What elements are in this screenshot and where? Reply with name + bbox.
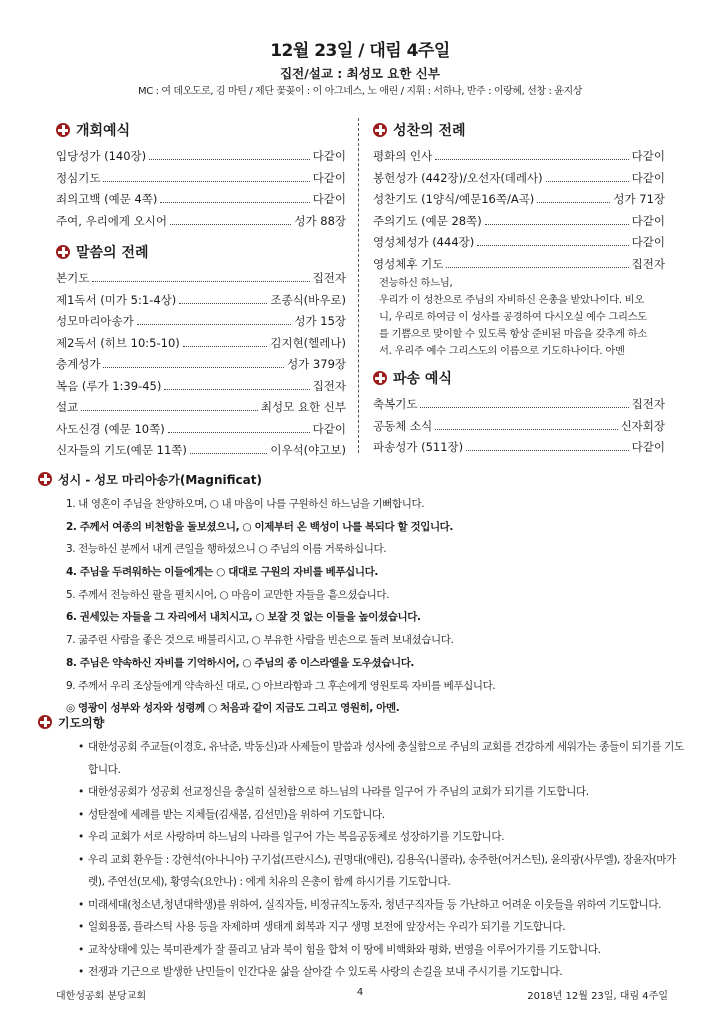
intentions-list [38,736,688,984]
page-title: 12월 23일 / 대림 4주일 [270,41,450,61]
prayer-line: 를 기쁨으로 맞이할 수 있도록 항상 준비된 마음을 갖추게 하소 [379,328,647,340]
intentions-heading-text: 기도의향 [58,715,105,730]
prayer-line: 서. 우리주 예수 그리스도의 이름으로 기도하나이다. 아멘 [379,345,625,357]
magnificat-verse: ◎ 영광이 성부와 성자와 성령께 ○ 처음과 같이 지금도 그리고 영원히, 아멘. [66,702,400,715]
liturgy-row [56,146,346,168]
liturgy-row [56,333,346,355]
dot-leader [537,190,610,203]
intentions-heading [38,710,688,734]
dot-leader [103,355,284,368]
magnificat-heading [38,468,688,490]
word-heading-text: 말씀의 전례 [76,245,149,261]
intention-text: 대한성공회 주교들(이경호, 유낙준, 박동신)과 사제들이 말씀과 성사에 충실함으로 주님의 교회를 건강하게 세워가는 종들이 되기를 기도합니다. [88,741,684,776]
liturgy-item-value: 집전자 [631,397,665,411]
liturgy-row [56,419,346,441]
cross-circle-icon [38,472,52,486]
liturgy-row [373,168,665,190]
intention-item [38,804,688,827]
liturgy-item-label: 성찬기도 (1양식/예문16쪽/A곡) [373,192,535,206]
dot-leader [420,395,628,408]
liturgy-item-value: 성가 71장 [613,192,665,206]
eucharist-list [373,146,665,275]
dot-leader [92,269,309,282]
intention-item [38,849,688,894]
liturgy-row [56,440,346,462]
liturgy-item-label: 설교 [56,400,79,414]
liturgy-item-value: 최성모 요한 신부 [260,400,346,414]
liturgy-item-value: 다같이 [631,440,665,454]
prayer-line: 전능하신 하느님, [379,277,453,289]
magnificat-verse: 8. 주님은 약속하신 자비를 기억하시어, ○ 주님의 종 이스라엘을 도우셨습니다. [66,656,415,669]
liturgy-item-value: 조종식(바우로) [270,292,346,307]
post-communion-prayer [373,275,665,360]
intention-item [38,916,688,939]
intention-text: 교착상태에 있는 북미관계가 잘 풀리고 남과 북이 힘을 합쳐 이 땅에 비핵화와 평화, 번영을 이루어가기를 기도합니다. [88,943,601,956]
intention-text: 전쟁과 기근으로 발생한 난민들이 인간다운 삶을 살아갈 수 있도록 사랑의 손길을 보내 주시기를 기도합니다. [88,966,563,978]
magnificat-heading-text: 성시 - 성모 마리아송가(Magnificat) [58,472,262,487]
dot-leader [103,169,309,182]
liturgy-item-value: 신자회장 [620,418,665,433]
dot-leader [137,312,292,325]
liturgy-item-value: 다같이 [312,421,346,436]
cross-circle-icon [38,715,52,729]
liturgy-item-label: 제2독서 (히브 10:5-10) [56,335,180,350]
intention-text: 대한성공회가 성공회 선교정신을 충실히 실천함으로 하느님의 나라를 일구어 가 주님의 교회가 되기를 기도합니다. [88,786,589,798]
liturgy-item-label: 복음 (루가 1:39-45) [56,378,162,393]
liturgy-row [373,437,665,459]
liturgy-row [373,146,665,168]
dot-leader [446,255,628,268]
cross-circle-icon [56,123,70,137]
liturgy-row [56,290,346,312]
eucharist-section-heading [373,118,665,142]
liturgy-row [373,416,665,438]
intention-item [38,781,688,804]
prayer-line: 우리가 이 성찬으로 주님의 자비하신 은총을 받았나이다. 비오 [379,294,644,306]
dot-leader [435,417,617,430]
column-divider [358,118,359,453]
liturgy-row [56,168,346,190]
liturgy-item-label: 본기도 [56,271,90,285]
liturgy-item-value: 김지현(헬레나) [270,335,346,350]
dismissal-list [373,394,665,459]
magnificat-section [38,468,688,720]
dot-leader [435,147,628,160]
dot-leader [179,291,267,304]
celebrant-line: 집전/설교 : 최성모 요한 신부 [280,66,440,81]
liturgy-row [56,354,346,376]
magnificat-verse: 7. 굶주린 사람을 좋은 것으로 배불리시고, ○ 부유한 사람을 빈손으로 돌려 보내셨습니다. [66,634,454,647]
liturgy-item-label: 층계성가 [56,357,101,371]
liturgy-item-value: 집전자 [312,378,346,393]
liturgy-item-label: 신자들의 기도(예문 11쪽) [56,443,187,457]
staff-line: MC : 여 데오도로, 김 마틴 / 제단 꽃꽂이 : 이 아그네스, 노 애린 / 지휘 : 서하나, 반주 : 이랑혜, 선창 : 윤지상 [138,86,582,97]
liturgy-item-value: 이우석(야고보) [270,443,346,457]
magnificat-verse: 5. 주께서 전능하신 팔을 펼치시어, ○ 마음이 교만한 자들을 흩으셨습니다. [66,588,390,601]
intention-item [38,826,688,849]
liturgy-item-value: 집전자 [631,256,665,271]
liturgy-row [56,397,346,419]
magnificat-verse: 3. 전능하신 분께서 내게 큰일을 행하셨으니 ○ 주님의 이름 거룩하십니다. [66,543,387,556]
footer-page-number: 4 [356,987,364,998]
liturgy-item-label: 공동체 소식 [373,418,433,433]
intention-text: 우리 교회가 서로 사랑하며 하느님의 나라를 일구어 가는 복음공동체로 성장하기를 기도합니다. [88,831,505,843]
dot-leader [170,212,291,225]
magnificat-verse: 9. 주께서 우리 조상들에게 약속하신 대로, ○ 아브라함과 그 후손에게 영원토록 자비를 베푸십니다. [66,679,496,692]
liturgy-row [56,211,346,233]
liturgy-row [56,376,346,398]
liturgy-item-value: 집전자 [312,271,346,285]
liturgy-item-label: 축복기도 [373,397,418,411]
eucharist-heading-text: 성찬의 전례 [393,123,466,139]
liturgy-item-label: 죄의고백 (예문 4쪽) [56,192,158,206]
right-column [373,118,665,459]
intention-item [38,736,688,781]
dot-leader [164,377,309,390]
intention-text: 미래세대(청소년,청년대학생)를 위하여, 실직자들, 비정규직노동자, 청년구직자들 등 가난하고 어려운 이웃들을 위하여 기도합니다. [88,898,662,911]
liturgy-row [373,254,665,276]
liturgy-item-label: 봉헌성가 (442장)/오선자(데레사) [373,170,543,185]
magnificat-verse: 6. 권세있는 자들을 그 자리에서 내치시고, ○ 보잘 것 없는 이들을 높이셨습니다. [66,611,421,624]
liturgy-item-label: 성모마리아송가 [56,314,134,328]
opening-list [56,146,346,232]
magnificat-verse: 2. 주께서 여종의 비천함을 돌보셨으니, ○ 이제부터 온 백성이 나를 복되다 할 것입니다. [66,520,454,533]
dot-leader [190,441,267,454]
cross-circle-icon [56,245,70,259]
dot-leader [81,398,258,411]
prayer-line: 니, 우리로 하여금 이 성사를 공경하여 다시오실 예수 그리스도 [379,311,647,323]
liturgy-item-value: 다같이 [312,192,346,206]
word-section-heading [56,240,346,264]
dismissal-section-heading [373,366,665,390]
liturgy-item-label: 입당성가 (140장) [56,149,147,163]
opening-heading-text: 개회예식 [76,123,131,139]
liturgy-item-value: 다같이 [312,170,346,185]
dot-leader [477,233,628,246]
liturgy-item-value: 다같이 [631,235,665,249]
liturgy-item-value: 성가 379장 [287,357,346,371]
magnificat-verse: 4. 주님을 두려워하는 이들에게는 ○ 대대로 구원의 자비를 베푸십니다. [66,566,378,579]
liturgy-item-label: 영성체후 기도 [373,256,444,271]
liturgy-row [56,268,346,290]
magnificat-verse: 1. 내 영혼이 주님을 찬양하오며, ○ 내 마음이 나를 구원하신 하느님을 기뻐합니다. [66,498,425,510]
intention-text: 성탄절에 세례를 받는 지체들(김새봄, 김선민)을 위하여 기도합니다. [88,808,385,821]
liturgy-row [373,394,665,416]
intentions-section [38,710,688,984]
intention-text: 우리 교회 환우들 : 강현석(아나니아) 구기섭(프란시스), 권명대(애린), 김용옥(니콜라), 송주한(어거스틴), 윤의광(사무엘), 장윤자(마가렛), 주연선(모세), 황영숙(요안나) : 에게 치유의 은총이 함께 하시기를 기도합니다. [88,853,676,888]
footer-church: 대한성공회 분당교회 [56,991,147,1002]
liturgy-item-label: 정심기도 [56,170,101,185]
left-column [56,118,346,462]
intention-item [38,939,688,962]
liturgy-row [373,211,665,233]
liturgy-item-label: 제1독서 (미가 5:1-4상) [56,292,177,307]
liturgy-row [56,189,346,211]
liturgy-item-value: 성가 15장 [294,314,346,328]
dot-leader [466,438,629,451]
liturgy-item-label: 영성체성가 (444장) [373,235,475,249]
magnificat-verses [38,493,688,720]
liturgy-item-value: 다같이 [631,213,665,228]
liturgy-item-value: 다같이 [312,149,346,163]
dismissal-heading-text: 파송 예식 [393,371,452,387]
liturgy-row [373,232,665,254]
dot-leader [546,169,629,182]
intention-item [38,894,688,917]
footer-date: 2018년 12월 23일, 대림 4주일 [527,991,668,1002]
cross-circle-icon [373,123,387,137]
liturgy-item-label: 사도신경 (예문 10쪽) [56,421,165,436]
dot-leader [183,334,268,347]
liturgy-item-label: 파송성가 (511장) [373,440,464,454]
word-list [56,268,346,462]
intention-item [38,961,688,984]
dot-leader [168,420,310,433]
liturgy-row [56,311,346,333]
liturgy-row [373,189,665,211]
dot-leader [485,212,629,225]
liturgy-item-value: 다같이 [631,170,665,185]
liturgy-item-label: 주여, 우리에게 오시어 [56,213,167,228]
liturgy-item-value: 성가 88장 [294,213,346,228]
opening-section-heading [56,118,346,142]
dot-leader [149,147,310,160]
liturgy-item-value: 다같이 [631,149,665,163]
dot-leader [160,190,309,203]
liturgy-item-label: 평화의 인사 [373,149,433,163]
cross-circle-icon [373,371,387,385]
liturgy-item-label: 주의기도 (예문 28쪽) [373,213,482,228]
intention-text: 일회용품, 플라스틱 사용 등을 자제하며 생태계 회복과 지구 생명 보전에 앞장서는 우리가 되기를 기도합니다. [88,921,566,933]
